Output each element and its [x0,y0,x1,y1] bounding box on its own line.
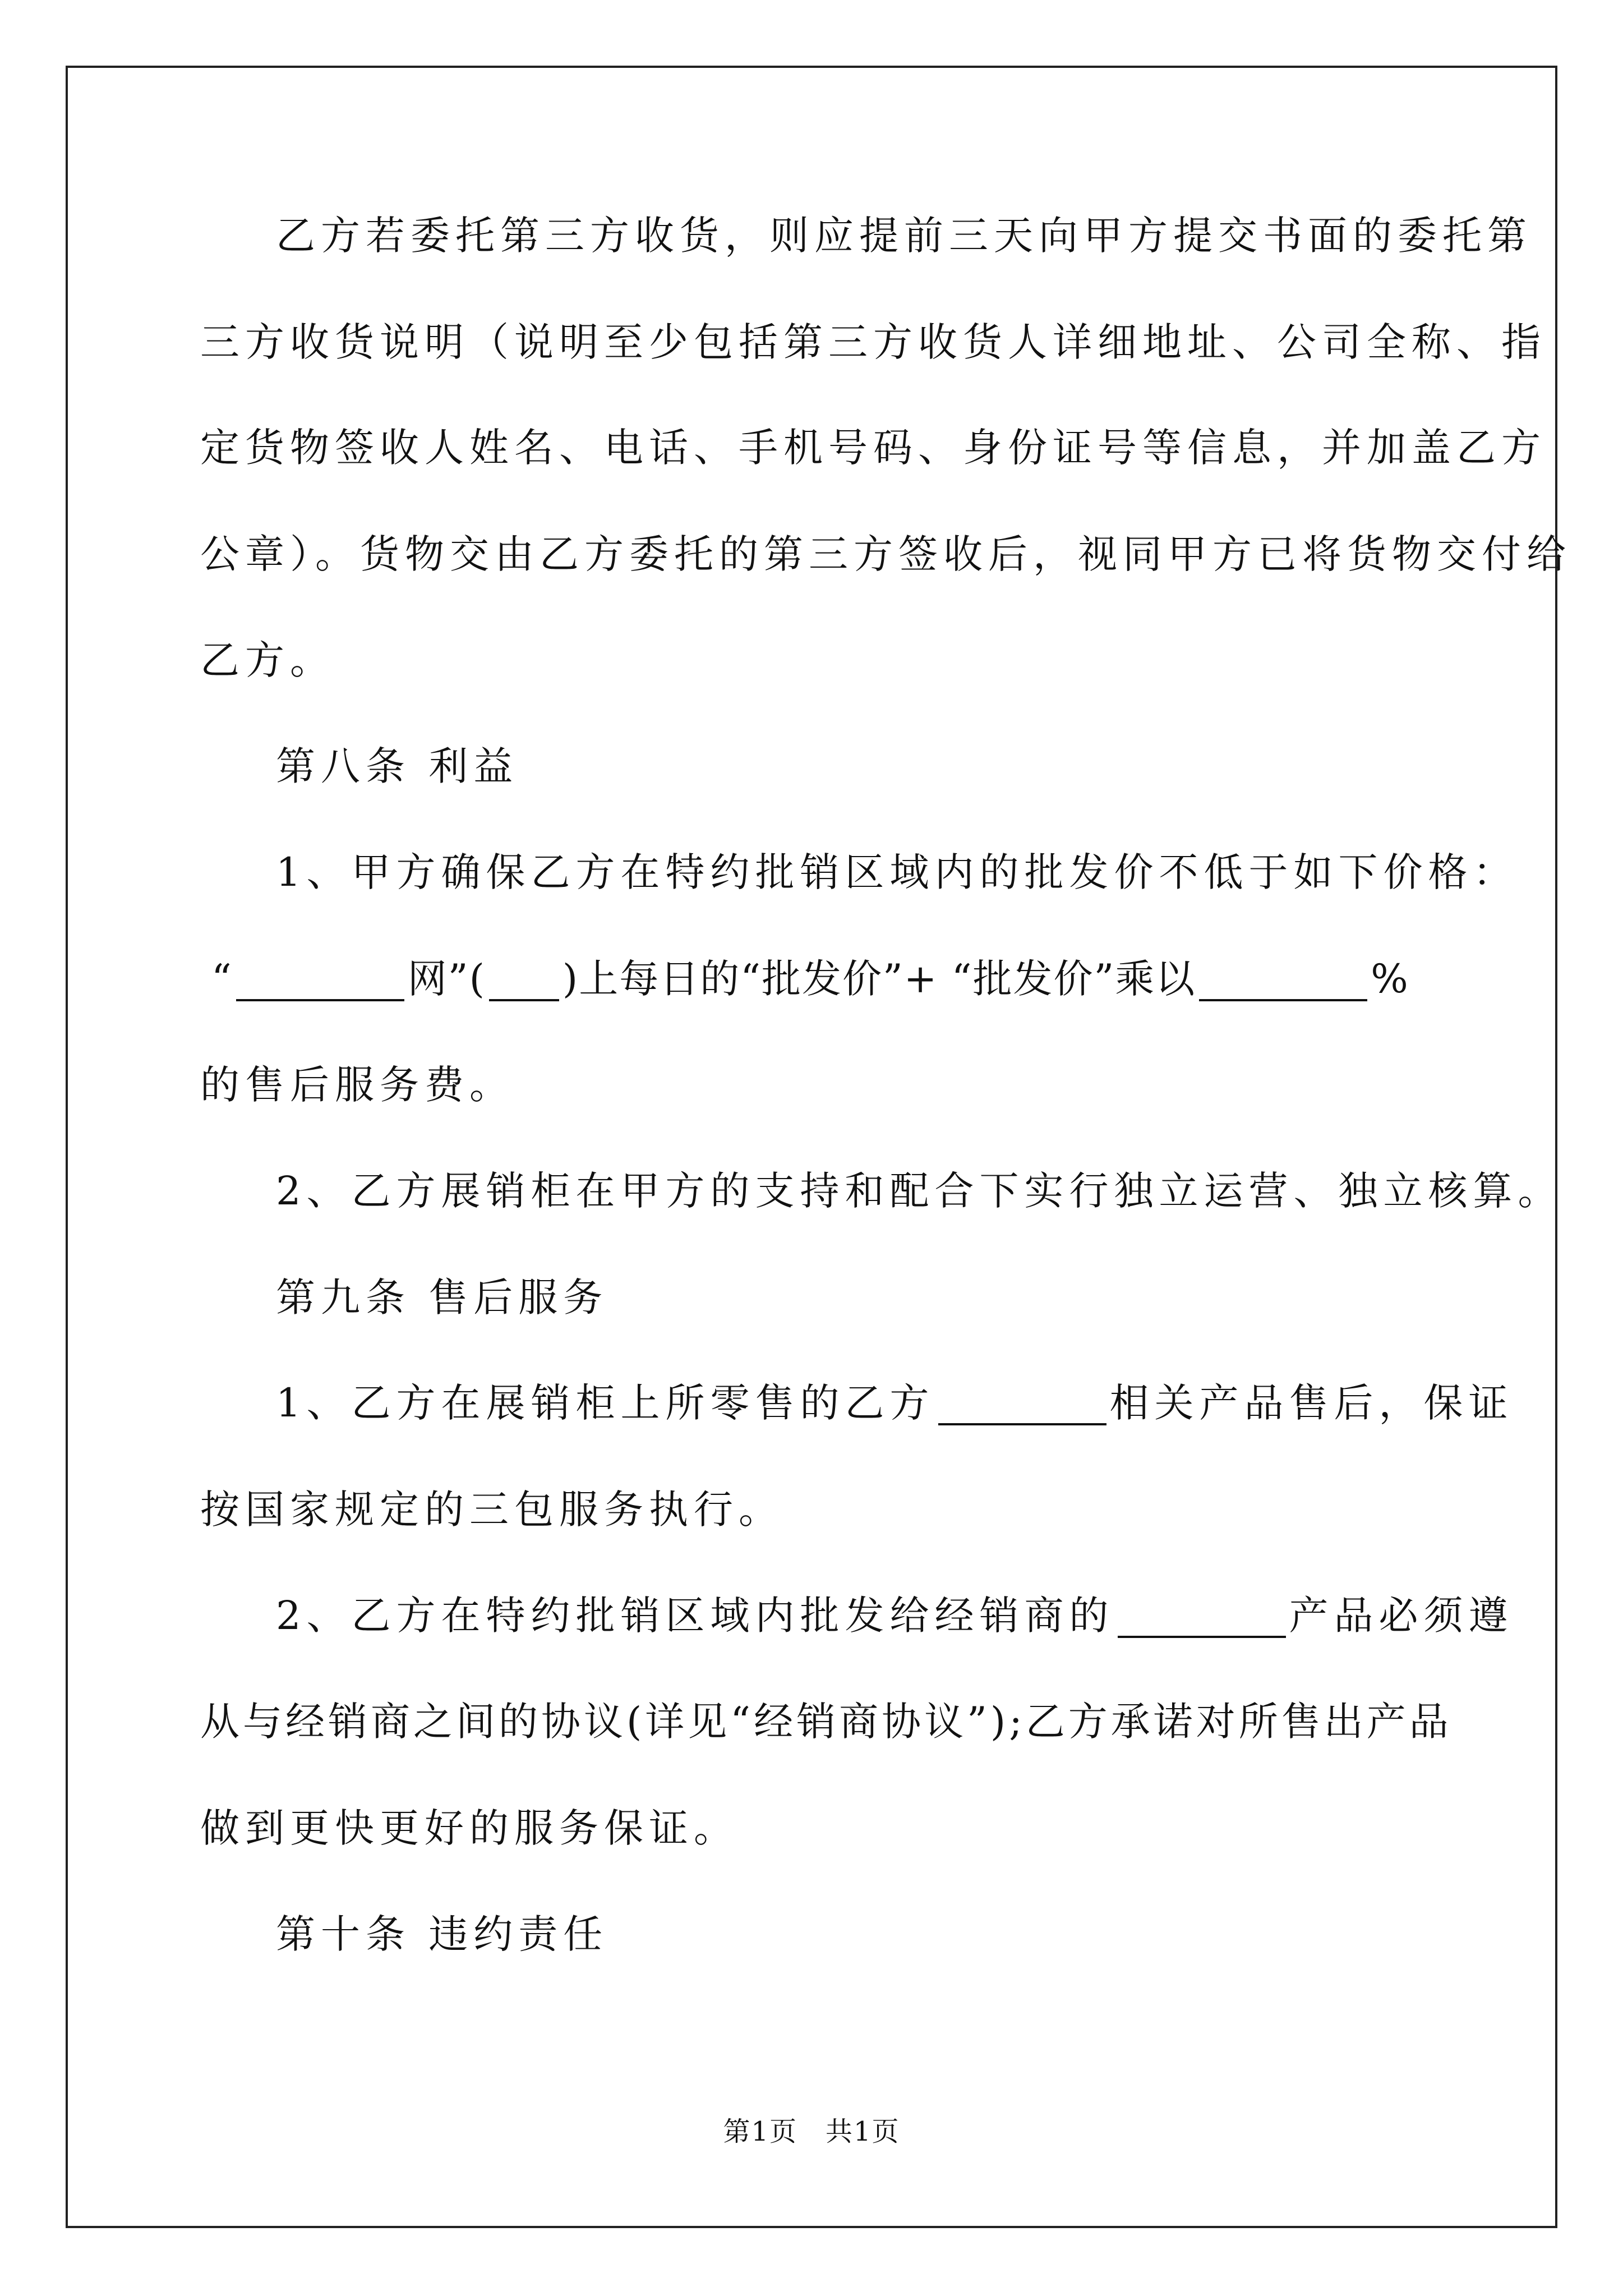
net-suffix-text: 网”( [407,956,486,1002]
paragraph-line: 定货物签收人姓名、电话、手机号码、身份证号等信息，并加盖乙方 [200,425,1546,471]
paragraph-line: 公章）。货物交由乙方委托的第三方签收后，视同甲方已将货物交付给 [200,531,1571,577]
paragraph-line: 1、甲方确保乙方在特约批销区域内的批发价不低于如下价格： [276,849,1518,895]
paragraph-line: 按国家规定的三包服务执行。 [200,1487,783,1533]
dealer-line [276,1593,1514,1638]
blank-field-website [236,964,404,1001]
paragraph-line: 乙方若委托第三方收货，则应提前三天向甲方提交书面的委托第 [276,213,1532,259]
page-number-footer: 第1页 共1页 [723,2116,900,2147]
price-formula-line [211,956,1409,1001]
warranty-line [276,1381,1514,1425]
dealer-text-after: 产品必须遵 [1289,1593,1514,1639]
paragraph-line: 的售后服务费。 [200,1062,514,1108]
percent-sign: % [1371,956,1409,1002]
blank-field-dealer-product [1118,1601,1286,1638]
warranty-text-after: 相关产品售后，保证 [1109,1380,1514,1426]
page-border [66,66,1557,2228]
section-heading-article-8: 第八条 利益 [276,743,519,789]
paragraph-line: 从与经销商之间的协议(详见“经销商协议”);乙方承诺对所售出产品 [200,1699,1452,1745]
open-quote: “ [211,956,233,1002]
paragraph-line: 三方收货说明（说明至少包括第三方收货人详细地址、公司全称、指 [200,319,1546,365]
warranty-text-before: 1、乙方在展销柜上所零售的乙方 [276,1380,935,1426]
paragraph-line: 乙方。 [200,637,335,683]
price-formula-text: )上每日的“批发价”+ “批发价”乘以 [562,956,1196,1002]
section-heading-article-10: 第十条 违约责任 [276,1911,608,1957]
paragraph-line: 做到更快更好的服务保证。 [200,1805,739,1851]
paragraph-line: 2、乙方展销柜在甲方的支持和配合下实行独立运营、独立核算。 [276,1168,1563,1214]
section-heading-article-9: 第九条 售后服务 [276,1274,608,1320]
dealer-text-before: 2、乙方在特约批销区域内批发给经销商的 [276,1593,1114,1639]
blank-field-percent [1199,964,1367,1001]
blank-field-url [489,964,559,1001]
blank-field-product [938,1388,1106,1425]
